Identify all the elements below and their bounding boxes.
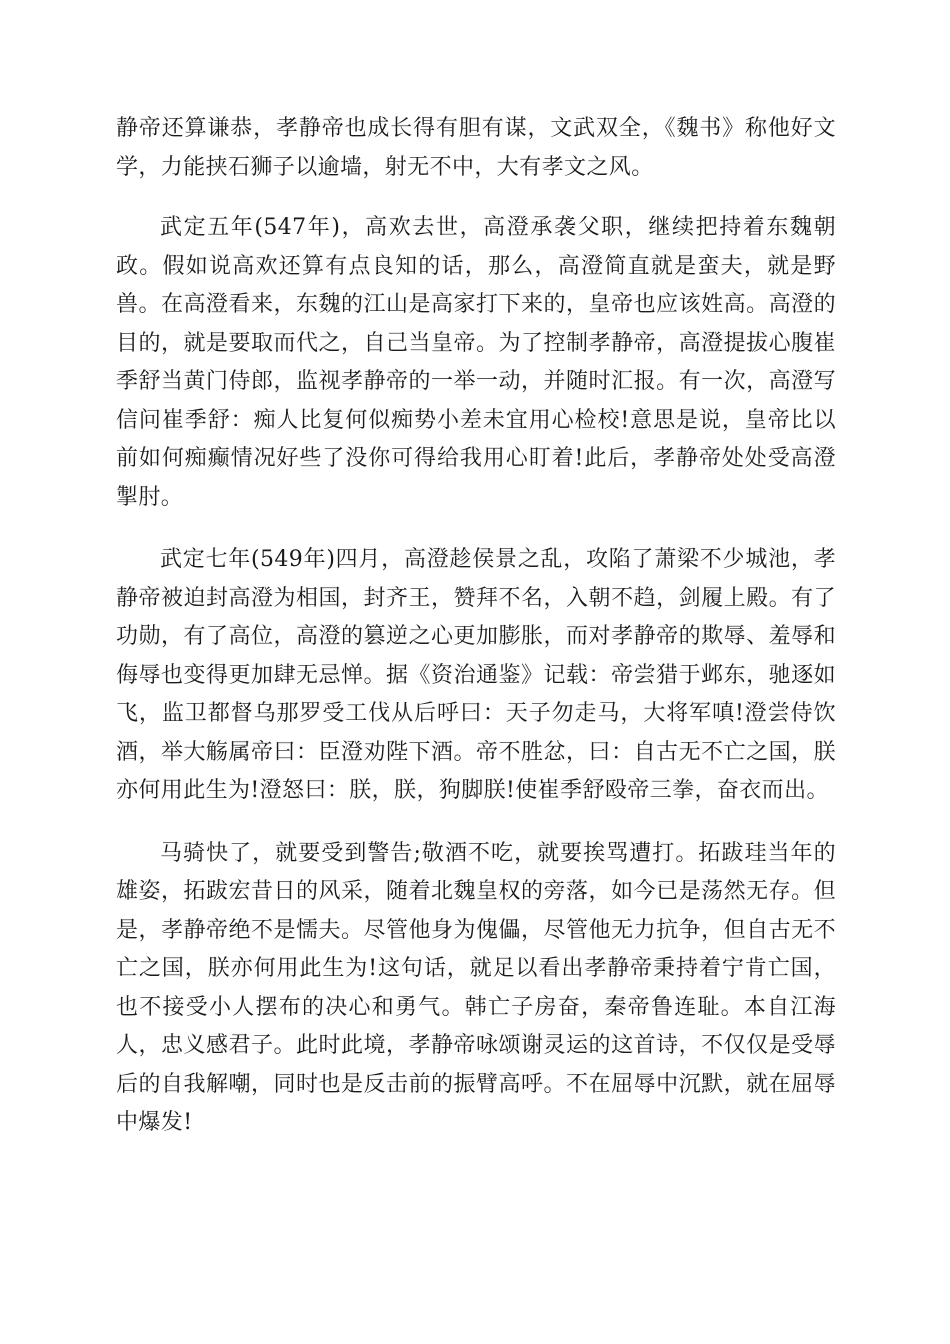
paragraph-wuding-seven: 武定七年(549年)四月，高澄趁侯景之乱，攻陷了萧梁不少城池，孝静帝被迫封高澄为相国，封齐王，赞拜不名，入朝不趋，剑履上殿。有了功勋，有了高位，高澄的篡逆之心更加膨胀，而对孝静帝的欺辱、羞辱和侮辱也变得更加肆无忌惮。据《资治通鉴》记载：帝尝猎于邺东，驰逐如飞，监卫都督乌那罗受工伐从后呼曰：天子勿走马，大将军嗔!澄尝侍饮酒，举大觞属帝曰：臣澄劝陛下酒。帝不胜忿，曰：自古无不亡之国，朕亦何用此生为!澄怒曰：朕，朕，狗脚朕!使崔季舒殴帝三拳，奋衣而出。	[116, 547, 836, 803]
paragraph-continuation: 静帝还算谦恭，孝静帝也成长得有胆有谋，文武双全，《魏书》称他好文学，力能挟石狮子以逾墙，射无不中，大有孝文之风。	[116, 116, 836, 180]
document-body	[116, 110, 836, 1143]
paragraph-wuding-five: 武定五年(547年)，高欢去世，高澄承袭父职，继续把持着东魏朝政。假如说高欢还算有点良知的话，那么，高澄简直就是蛮夫，就是野兽。在高澄看来，东魏的江山是高家打下来的，皇帝也应该姓高。高澄的目的，就是要取而代之，自己当皇帝。为了控制孝静帝，高澄提拔心腹崔季舒当黄门侍郎，监视孝静帝的一举一动，并随时汇报。有一次，高澄写信问崔季舒：痴人比复何似痴势小差未宜用心检校!意思是说，皇帝比以前如何痴癫情况好些了没你可得给我用心盯着!此后，孝静帝处处受高澄掣肘。	[116, 215, 836, 510]
paragraph-conclusion: 马骑快了，就要受到警告;敬酒不吃，就要挨骂遭打。拓跋珪当年的雄姿，拓跋宏昔日的风采，随着北魏皇权的旁落，如今已是荡然无存。但是，孝静帝绝不是懦夫。尽管他身为傀儡，尽管他无力抗争，但自古无不亡之国，朕亦何用此生为!这句话，就足以看出孝静帝秉持着宁肯亡国，也不接受小人摆布的决心和勇气。韩亡子房奋，秦帝鲁连耻。本自江海人，忠义感君子。此时此境，孝静帝咏颂谢灵运的这首诗，不仅仅是受辱后的自我解嘲，同时也是反击前的振臂高呼。不在屈辱中沉默，就在屈辱中爆发!	[116, 840, 836, 1135]
